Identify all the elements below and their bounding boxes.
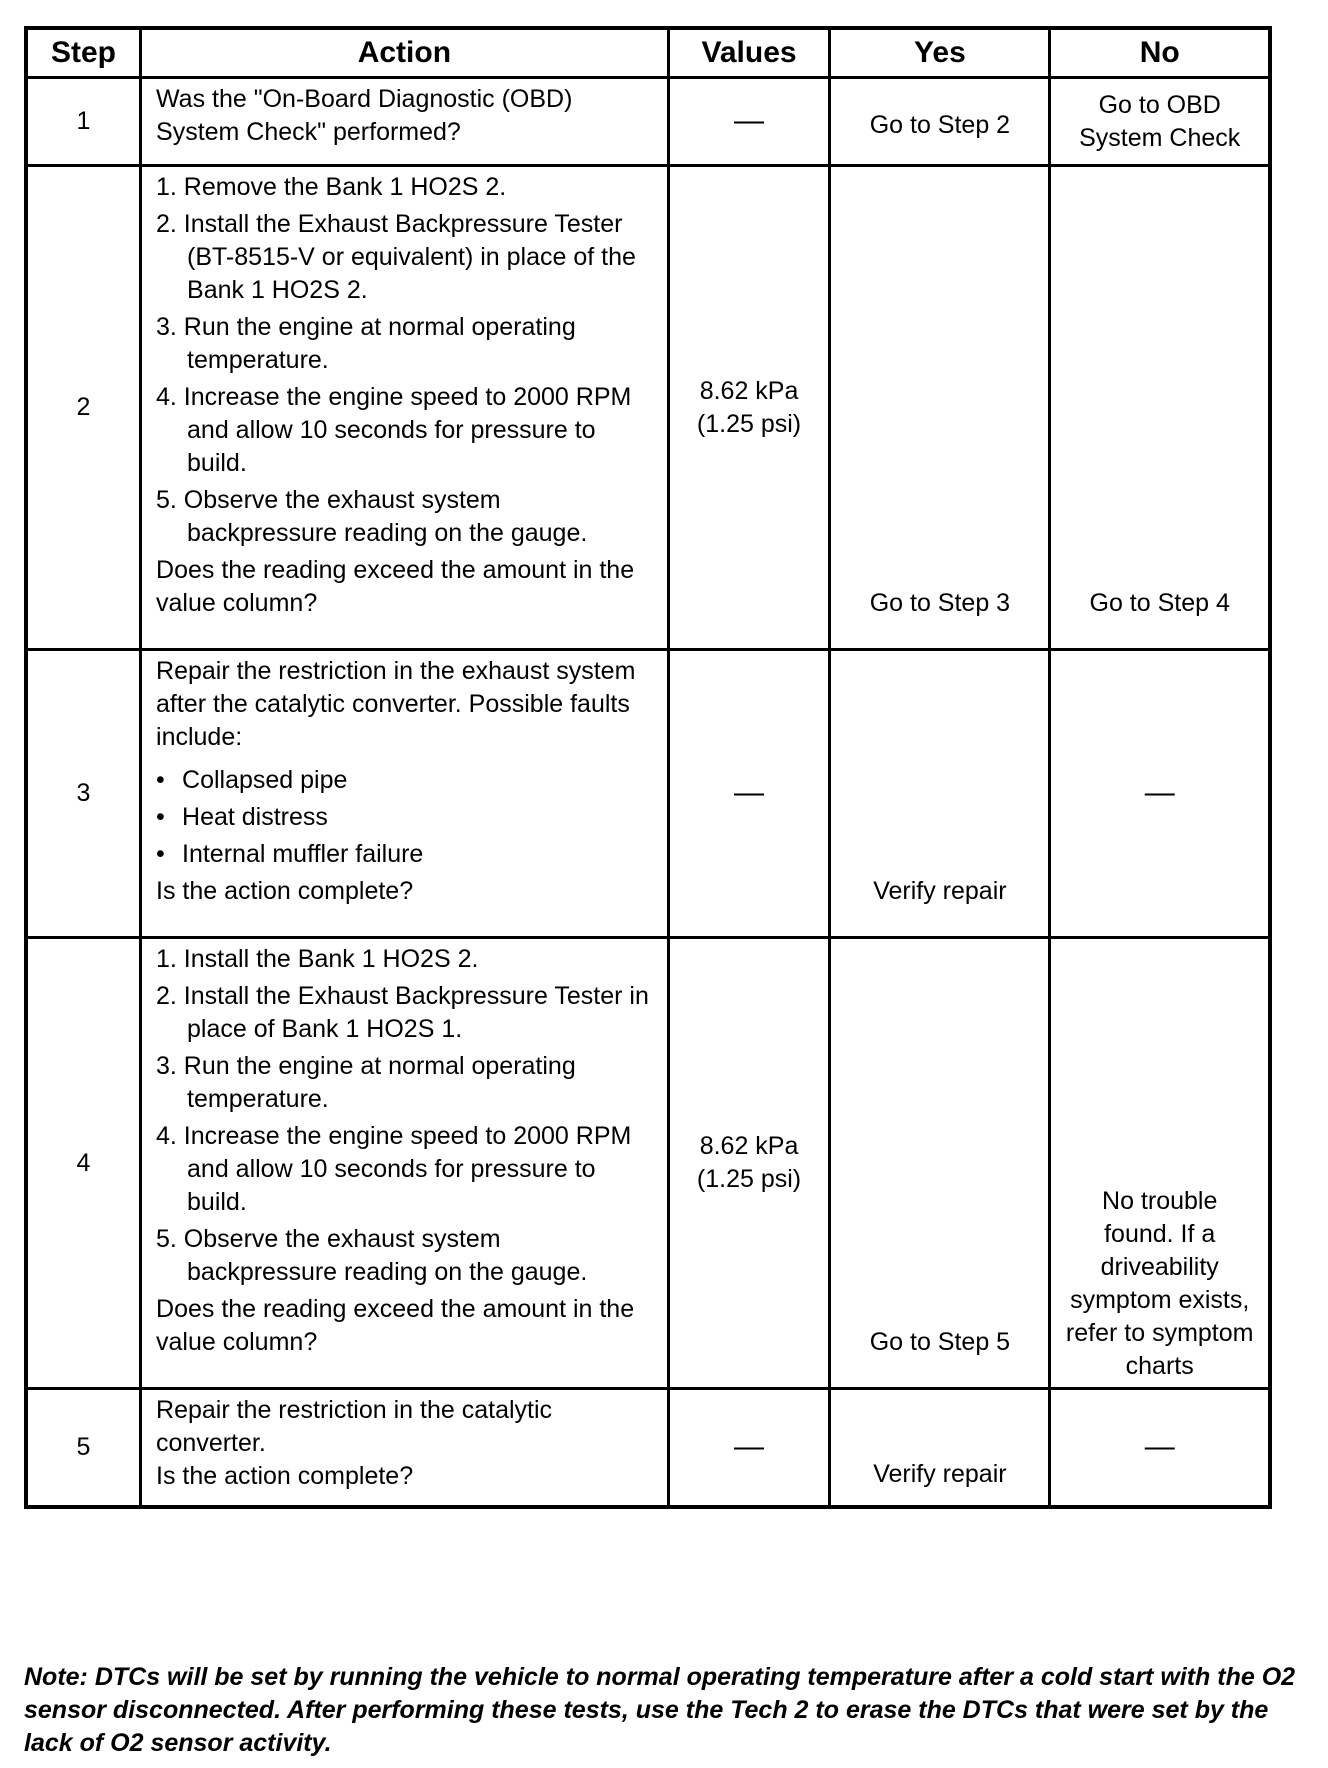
action-question: Does the reading exceed the amount in the value column? (156, 1295, 635, 1356)
step-number: 5 (26, 1389, 141, 1507)
value-psi: (1.25 psi) (696, 1165, 802, 1193)
diagnostic-table (24, 26, 1272, 1509)
header-row (26, 28, 1270, 78)
table-row (26, 1389, 1270, 1507)
footnote: Note: DTCs will be set by running the vehicle to normal operating temperature after a cold start with the O2 sensor disconnected. After performing these tests, use the Tech 2 to erase the DTCs that were set by the lack of O2 sensor activity. (24, 1663, 1296, 1757)
action-step: 2. Install the Exhaust Backpressure Tester (BT-8515-V or equivalent) in place of the Bank 1 HO2S 2. (156, 210, 636, 304)
action-step: 5. Observe the exhaust system backpressure reading on the gauge. (156, 486, 588, 547)
no-cell: Go to OBD System Check (1050, 78, 1270, 166)
yes-cell: Go to Step 3 (830, 166, 1050, 650)
action-step: 5. Observe the exhaust system backpressure reading on the gauge. (156, 1225, 588, 1286)
value-cell (668, 1389, 830, 1507)
value-cell (668, 938, 830, 1389)
action-step: 1. Install the Bank 1 HO2S 2. (156, 945, 479, 973)
action-step: 4. Increase the engine speed to 2000 RPM and allow 10 seconds for pressure to build. (156, 383, 632, 477)
no-dash: — (1144, 1429, 1175, 1463)
value-dash: — (734, 104, 765, 137)
fault-item: • Internal muffler failure (156, 838, 653, 871)
action-steps-list (156, 943, 653, 1289)
action-question: Was the "On-Board Diagnostic (OBD) System Check" performed? (156, 85, 573, 146)
action-cell (141, 650, 669, 938)
value-kpa: 8.62 kPa (699, 1132, 799, 1160)
header-step: Step (26, 28, 141, 78)
no-cell: No trouble found. If a driveability symptom exists, refer to symptom charts (1050, 938, 1270, 1389)
fault-list (156, 764, 653, 871)
value-dash: — (734, 776, 765, 809)
header-action: Action (141, 28, 669, 78)
step-number: 1 (26, 78, 141, 166)
no-cell (1050, 1389, 1270, 1507)
yes-cell: Go to Step 5 (830, 938, 1050, 1389)
action-cell (141, 1389, 669, 1507)
action-step: 3. Run the engine at normal operating temperature. (156, 1052, 576, 1113)
table-row (26, 78, 1270, 166)
action-step: 4. Increase the engine speed to 2000 RPM and allow 10 seconds for pressure to build. (156, 1122, 632, 1216)
fault-item: • Heat distress (156, 801, 653, 834)
no-cell: Go to Step 4 (1050, 166, 1270, 650)
action-step: 1. Remove the Bank 1 HO2S 2. (156, 173, 507, 201)
value-cell (668, 650, 830, 938)
yes-cell: Go to Step 2 (830, 78, 1050, 166)
value-kpa: 8.62 kPa (699, 376, 799, 405)
yes-cell: Verify repair (830, 650, 1050, 938)
table-row (26, 650, 1270, 938)
action-cell (141, 78, 669, 166)
action-intro: Repair the restriction in the catalytic converter. (156, 1396, 553, 1457)
step-number: 4 (26, 938, 141, 1389)
action-step: 2. Install the Exhaust Backpressure Tester in place of Bank 1 HO2S 1. (156, 982, 649, 1043)
header-yes: Yes (830, 28, 1050, 78)
action-step: 3. Run the engine at normal operating temperature. (156, 313, 576, 374)
action-question: Is the action complete? (156, 1462, 414, 1490)
fault-item: • Collapsed pipe (156, 764, 653, 797)
value-cell (668, 78, 830, 166)
action-cell (141, 166, 669, 650)
value-dash: — (734, 1429, 765, 1463)
header-values: Values (668, 28, 830, 78)
no-dash: — (1144, 776, 1175, 809)
table-row (26, 166, 1270, 650)
action-question: Does the reading exceed the amount in the value column? (156, 556, 635, 617)
step-number: 3 (26, 650, 141, 938)
step-number: 2 (26, 166, 141, 650)
table-row (26, 938, 1270, 1389)
action-question: Is the action complete? (156, 877, 414, 905)
action-intro: Repair the restriction in the exhaust system after the catalytic converter. Possible faults include: (156, 657, 636, 751)
action-cell (141, 938, 669, 1389)
header-no: No (1050, 28, 1270, 78)
action-steps-list (156, 171, 653, 550)
value-cell (668, 166, 830, 650)
yes-cell: Verify repair (830, 1389, 1050, 1507)
no-cell (1050, 650, 1270, 938)
value-psi: (1.25 psi) (696, 409, 802, 438)
